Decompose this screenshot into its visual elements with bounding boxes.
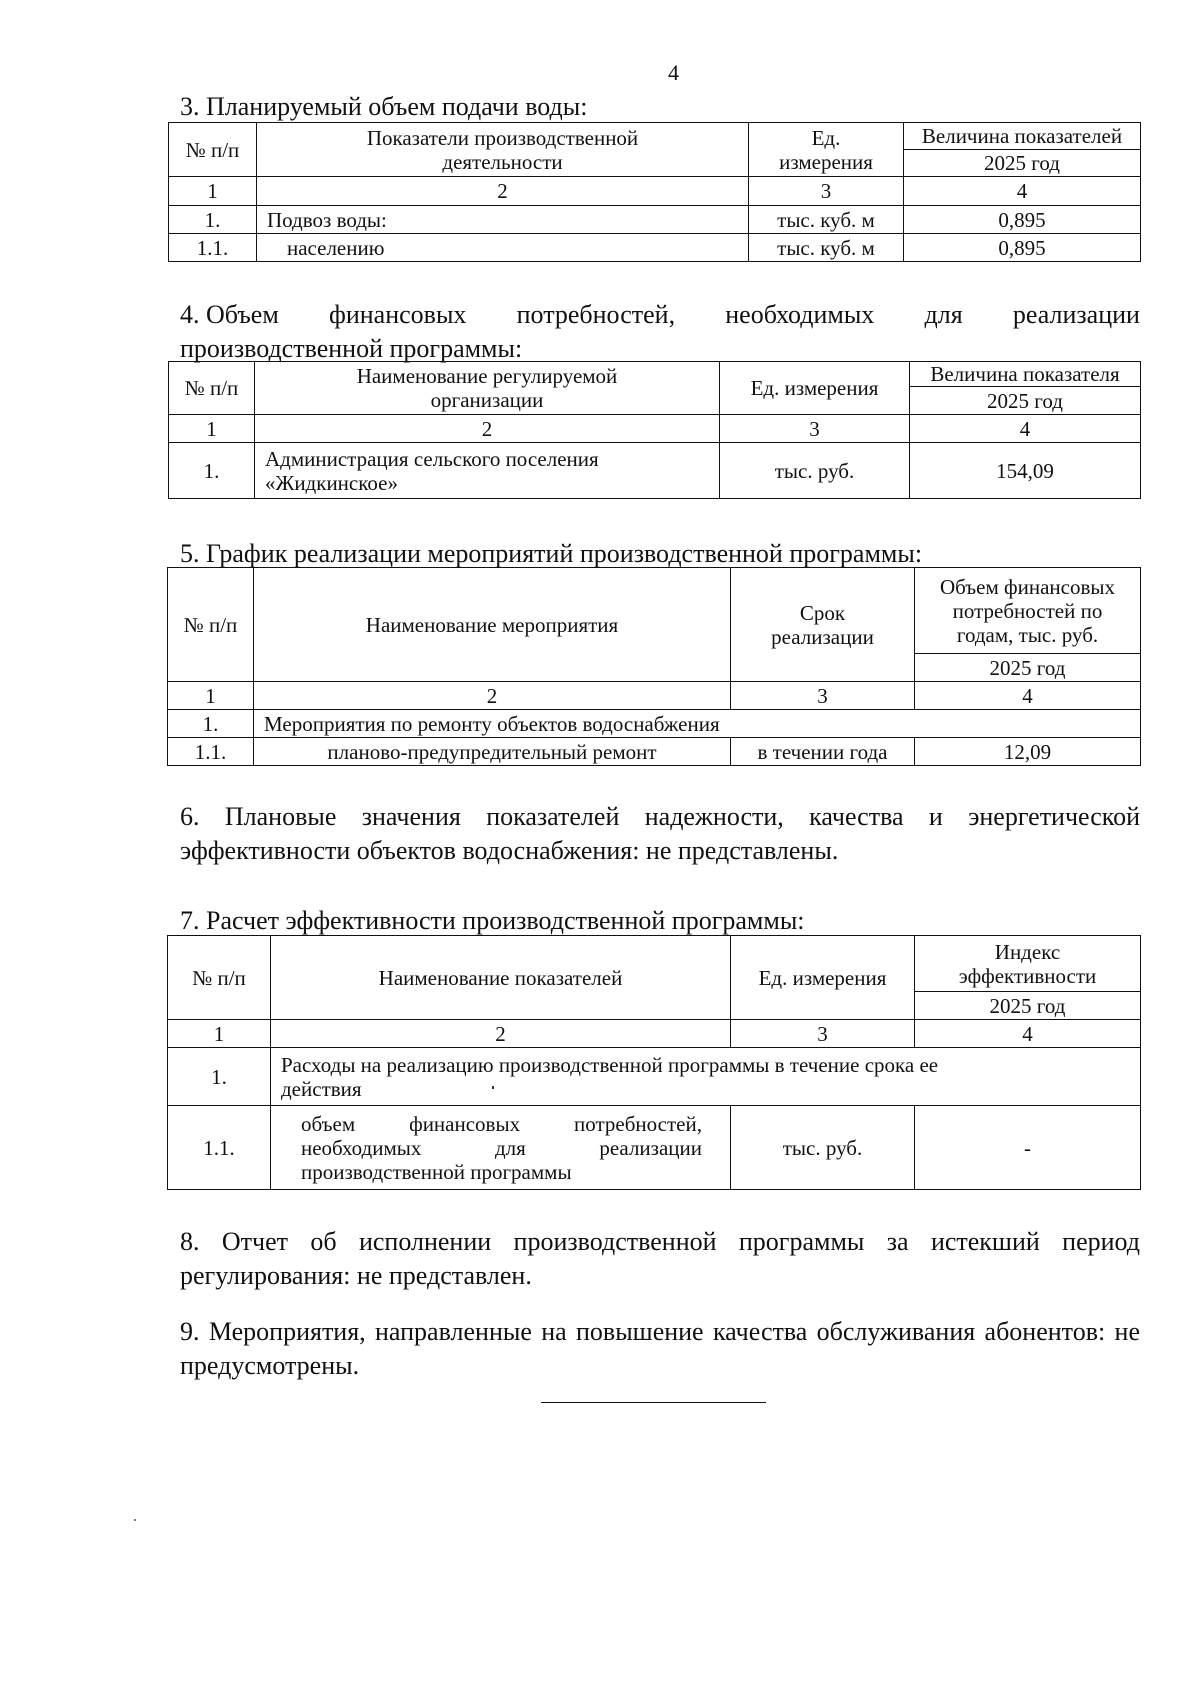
colnum: 1 (169, 177, 257, 206)
header-unit-line1: Ед. (811, 125, 841, 150)
header-value: Величина показателей (904, 123, 1141, 150)
row-group-name-line1: Расходы на реализацию производственной программы в течение срока ее (281, 1052, 939, 1077)
header-unit: Ед. измерения (731, 936, 915, 1020)
section-6-text: 6. Плановые значения показателей надежности, качества и энергетической эффективности объектов водоснабжения: не представлены. (180, 802, 1140, 865)
header-unit (749, 123, 904, 177)
table-row (168, 1106, 1141, 1190)
colnum: 2 (254, 682, 731, 710)
row-organization (255, 443, 720, 499)
row-name: населению (257, 234, 749, 262)
header-organization-line1: Наименование регулируемой (356, 364, 618, 388)
row-value: - (915, 1106, 1141, 1190)
section-9-text: 9. Мероприятия, направленные на повышение качества обслуживания абонентов: не предусмотрены. (180, 1317, 1140, 1380)
colnum: 4 (904, 177, 1141, 206)
title-word: финансовых (329, 300, 467, 329)
row-group-name-line2: действия (281, 1076, 362, 1101)
header-num: № п/п (168, 568, 254, 682)
header-term (731, 568, 915, 682)
row-num: 1.1. (168, 1106, 271, 1190)
row-unit: тыс. руб. (720, 443, 910, 499)
row-num: 1.1. (169, 234, 257, 262)
table-row (169, 206, 1141, 234)
row-measure: планово-предупредительный ремонт (254, 738, 731, 766)
colnum: 2 (271, 1020, 731, 1048)
row-organization-line1: Администрация сельского поселения (265, 446, 599, 471)
colnum: 4 (915, 682, 1141, 710)
header-year: 2025 год (904, 150, 1141, 177)
row-group-name (271, 1048, 1141, 1106)
row-num: 1.1. (168, 738, 254, 766)
table-row (168, 738, 1141, 766)
title-word: потребностей, (516, 300, 676, 329)
row-unit: тыс. куб. м (749, 234, 904, 262)
header-num: № п/п (169, 123, 257, 177)
row-organization-line2: «Жидкинское» (265, 470, 398, 495)
header-unit: Ед. измерения (720, 362, 910, 415)
title-word: реализации (1012, 300, 1140, 329)
section-5-title: 5. График реализации мероприятий производственной программы: (180, 539, 923, 568)
header-value-line3: годам, тыс. руб. (956, 622, 1099, 647)
colnum: 2 (257, 177, 749, 206)
header-indicator-line2: деятельности (442, 149, 563, 174)
header-measure: Наименование мероприятия (254, 568, 731, 682)
row-unit: тыс. куб. м (749, 206, 904, 234)
row-value: 154,09 (910, 443, 1141, 499)
header-year: 2025 год (910, 387, 1141, 415)
row-value: 12,09 (915, 738, 1141, 766)
row-indicator-line1: объем финансовых потребностей, (301, 1111, 702, 1136)
section-4-title-line2: производственной программы: (180, 334, 523, 363)
row-num: 1. (168, 710, 254, 738)
table-row (169, 234, 1141, 262)
column-number-row (169, 415, 1141, 443)
colnum: 1 (169, 415, 255, 443)
header-unit-line2: измерения (779, 149, 873, 174)
row-indicator-line2: необходимых для реализации (301, 1135, 702, 1160)
colnum: 4 (910, 415, 1141, 443)
header-organization-line2: организации (430, 388, 544, 412)
row-value: 0,895 (904, 234, 1141, 262)
scan-speck (134, 1519, 136, 1521)
table-row (169, 443, 1141, 499)
row-term: в течении года (731, 738, 915, 766)
header-indicator: Наименование показателей (271, 936, 731, 1020)
title-word: необходимых (725, 300, 875, 329)
header-term-line2: реализации (771, 624, 874, 649)
efficiency-calculation-table (167, 935, 1141, 1190)
header-value (915, 568, 1141, 654)
colnum: 3 (731, 682, 915, 710)
colnum: 1 (168, 1020, 271, 1048)
scan-speck (492, 1086, 494, 1089)
section-4-title-line1 (180, 300, 1140, 330)
colnum: 3 (731, 1020, 915, 1048)
table-group-row (168, 1048, 1141, 1106)
header-index (915, 936, 1141, 992)
header-num: № п/п (169, 362, 255, 415)
header-organization (255, 362, 720, 415)
title-word: для (924, 300, 963, 329)
header-index-line2: эффективности (958, 963, 1097, 988)
header-value: Величина показателя (910, 362, 1141, 387)
header-index-line1: Индекс (994, 939, 1061, 964)
column-number-row (168, 682, 1141, 710)
header-num: № п/п (168, 936, 271, 1020)
colnum: 2 (255, 415, 720, 443)
column-number-row (168, 1020, 1141, 1048)
header-value-line2: потребностей по (952, 598, 1103, 623)
header-term-line1: Срок (799, 600, 846, 625)
row-num: 1. (169, 206, 257, 234)
header-year: 2025 год (915, 654, 1141, 682)
column-number-row (169, 177, 1141, 206)
colnum: 3 (749, 177, 904, 206)
row-unit: тыс. руб. (731, 1106, 915, 1190)
section-8-text: 8. Отчет об исполнении производственной программы за истекший период регулирования: не представлен. (180, 1227, 1140, 1290)
title-word: 4. Объем (180, 300, 279, 329)
header-value-line1: Объем финансовых (939, 574, 1116, 599)
row-group-name: Мероприятия по ремонту объектов водоснабжения (254, 710, 1141, 738)
row-num: 1. (168, 1048, 271, 1106)
colnum: 1 (168, 682, 254, 710)
section-7-title: 7. Расчет эффективности производственной программы: (180, 906, 805, 935)
section-3-title: 3. Планируемый объем подачи воды: (180, 92, 588, 121)
header-indicator (257, 123, 749, 177)
header-year: 2025 год (915, 992, 1141, 1020)
row-indicator-line3: производственной программы (301, 1159, 572, 1184)
row-name: Подвоз воды: (257, 206, 749, 234)
row-indicator (271, 1106, 731, 1190)
row-num: 1. (169, 443, 255, 499)
row-value: 0,895 (904, 206, 1141, 234)
page-number: 4 (668, 60, 679, 85)
financial-needs-table (168, 361, 1141, 499)
measures-schedule-table (167, 567, 1141, 766)
colnum: 3 (720, 415, 910, 443)
water-supply-volume-table (168, 122, 1141, 262)
colnum: 4 (915, 1020, 1141, 1048)
table-group-row (168, 710, 1141, 738)
header-indicator-line1: Показатели производственной (366, 125, 639, 150)
end-divider-line (541, 1402, 766, 1403)
